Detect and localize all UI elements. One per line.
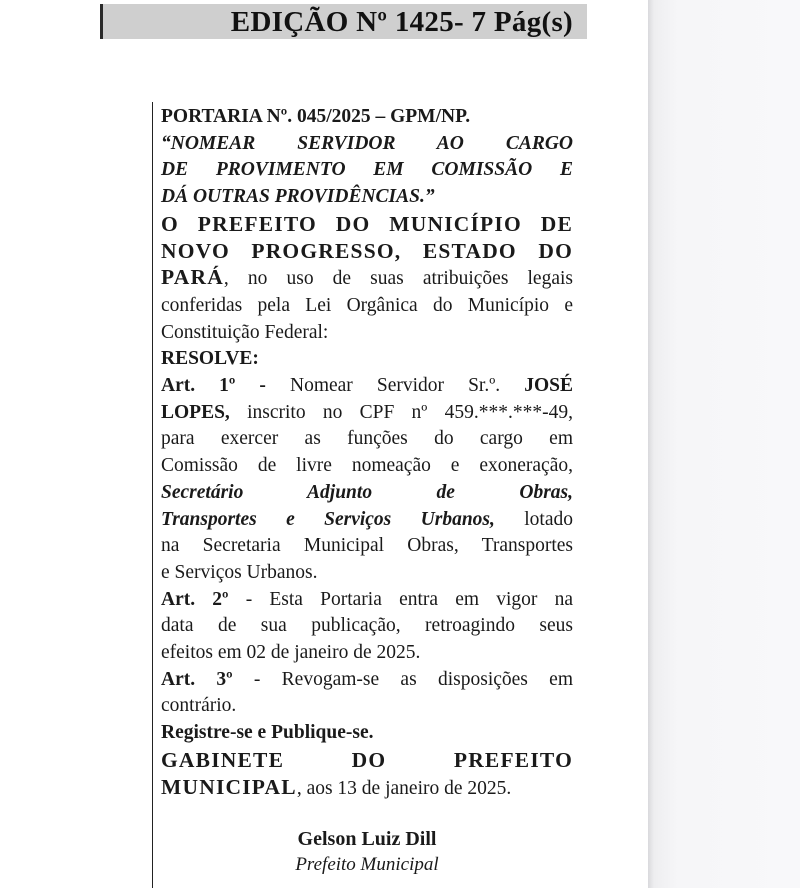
art1-line-3: para exercer as funções do cargo em [161, 428, 573, 450]
page-margin-strip [648, 0, 800, 888]
art3-text-1: - Revogam-se as disposições em [232, 668, 573, 690]
signatory-role: Prefeito Municipal [295, 854, 439, 875]
mayor-authority-line-2: conferidas pela Lei Orgânica do Município e [161, 294, 573, 316]
edition-title: EDIÇÃO Nº 1425- 7 Pág(s) [230, 6, 573, 38]
cabinet-line-2 [161, 774, 573, 803]
art1-role-line-2 [161, 507, 573, 534]
art2-label: Art. 2º [161, 588, 229, 610]
edition-header [100, 4, 587, 39]
art2-line-3: efeitos em 02 de janeiro de 2025. [161, 642, 421, 664]
art3-label: Art. 3º [161, 668, 233, 690]
art2-line-1 [161, 587, 573, 614]
art1-line-1 [161, 373, 573, 400]
art1-label: Art. 1º - [161, 375, 266, 397]
signatory-name: Gelson Luiz Dill [297, 828, 437, 850]
art1-line-4: Comissão de livre nomeação e exoneração, [161, 455, 573, 477]
art1-name-2: LOPES, [161, 401, 230, 423]
mayor-authority-line [161, 264, 573, 293]
cabinet-date: , aos 13 de janeiro de 2025. [296, 777, 512, 799]
mayor-authority-line-3: Constituição Federal: [161, 321, 329, 343]
mayor-heading-line-2: NOVO PROGRESSO, ESTADO DO [161, 238, 573, 263]
art2-text-1: - Esta Portaria entra em vigor na [228, 588, 574, 610]
cabinet-line-1: GABINETE DO PREFEITO [161, 747, 573, 772]
art1-line-2 [161, 400, 573, 427]
register-publish: Registre-se e Publique-se. [161, 722, 374, 744]
mayor-heading-line-1: O PREFEITO DO MUNICÍPIO DE [161, 211, 573, 236]
art1-role-line-1: Secretário Adjunto de Obras, [161, 481, 573, 503]
art1-text-1: Nomear Servidor Sr.º. [265, 375, 525, 397]
art1-name-1: JOSÉ [524, 375, 573, 397]
mayor-authority-text: , no uso de suas atribuições legais [223, 268, 573, 290]
art1-line-6: na Secretaria Municipal Obras, Transportes [161, 535, 573, 557]
mayor-state: PARÁ [161, 265, 224, 290]
portaria-document [161, 104, 573, 802]
art1-role-2: Transportes e Serviços Urbanos, [161, 508, 495, 530]
resolve-heading: RESOLVE: [161, 348, 259, 370]
portaria-number: PORTARIA Nº. 045/2025 – GPM/NP. [161, 106, 471, 127]
art1-text-5: lotado [494, 508, 573, 530]
portaria-subject-line-2: DE PROVIMENTO EM COMISSÃO E [161, 159, 573, 181]
art1-line-7: e Serviços Urbanos. [161, 561, 318, 583]
portaria-subject-line-3: DÁ OUTRAS PROVIDÊNCIAS.” [161, 186, 435, 208]
art3-line-1 [161, 667, 573, 694]
portaria-subject-line-1: “NOMEAR SERVIDOR AO CARGO [161, 132, 573, 154]
art2-line-2: data de sua publicação, retroagindo seus [161, 615, 573, 637]
art3-line-2: contrário. [161, 695, 237, 717]
cabinet-municipal: MUNICIPAL [161, 774, 297, 799]
art1-text-2: inscrito no CPF nº 459.***.***-49, [229, 401, 573, 423]
